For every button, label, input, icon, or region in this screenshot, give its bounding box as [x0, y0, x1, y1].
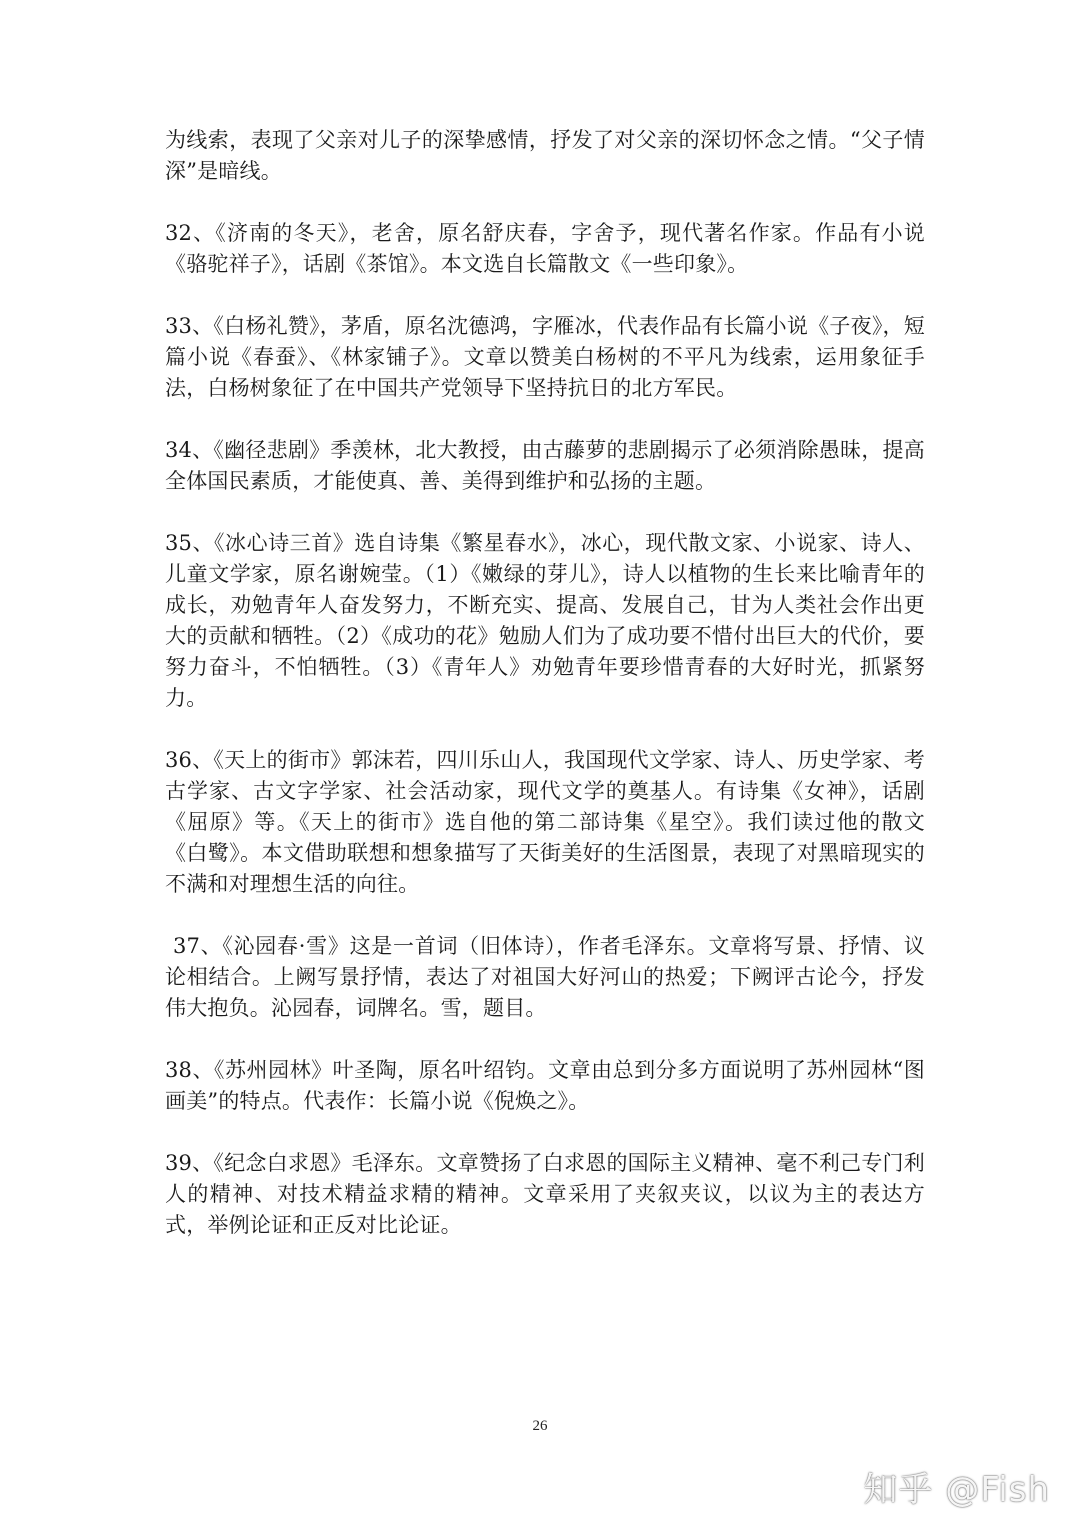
paragraph-36: 36、《天上的街市》郭沫若，四川乐山人，我国现代文学家、诗人、历史学家、考古学家、古文字学家、社会活动家，现代文学的奠基人。有诗集《女神》，话剧《屈原》等。《天上的街市》选自他的第二部诗集《星空》。我们读过他的散文《白鹭》。本文借助联想和想象描写了天街美好的生活图景，表现了对黑暗现实的不满和对理想生活的向往。 — [165, 748, 925, 896]
paragraph-34: 34、《幽径悲剧》季羡林，北大教授，由古藤萝的悲剧揭示了必须消除愚昧，提高全体国民素质，才能使真、善、美得到维护和弘扬的主题。 — [165, 438, 925, 493]
page-number: 26 — [532, 1418, 548, 1434]
document-body — [165, 125, 925, 1272]
paragraph-continuation: 为线索，表现了父亲对儿子的深挚感情，抒发了对父亲的深切怀念之情。“父子情深”是暗线。 — [165, 128, 925, 183]
paragraph-32: 32、《济南的冬天》，老舍，原名舒庆春，字舍予，现代著名作家。作品有小说《骆驼祥子》，话剧《茶馆》。本文选自长篇散文《一些印象》。 — [165, 221, 925, 276]
paragraph-39: 39、《纪念白求恩》毛泽东。文章赞扬了白求恩的国际主义精神、毫不利己专门利人的精神、对技术精益求精的精神。文章采用了夹叙夹议，以议为主的表达方式，举例论证和正反对比论证。 — [165, 1151, 925, 1237]
paragraph-38: 38、《苏州园林》叶圣陶，原名叶绍钧。文章由总到分多方面说明了苏州园林“图画美”的特点。代表作：长篇小说《倪焕之》。 — [165, 1058, 925, 1113]
paragraph-33: 33、《白杨礼赞》，茅盾，原名沈德鸿，字雁冰，代表作品有长篇小说《子夜》，短篇小说《春蚕》、《林家铺子》。文章以赞美白杨树的不平凡为线索，运用象征手法，白杨树象征了在中国共产党领导下坚持抗日的北方军民。 — [165, 314, 925, 400]
paragraph-35: 35、《冰心诗三首》选自诗集《繁星春水》，冰心，现代散文家、小说家、诗人、儿童文学家，原名谢婉莹。（1）《嫩绿的芽儿》，诗人以植物的生长来比喻青年的成长，劝勉青年人奋发努力，不断充实、提高、发展自己，甘为人类社会作出更大的贡献和牺牲。（2）《成功的花》勉励人们为了成功要不惜付出巨大的代价，要努力奋斗，不怕牺牲。（3）《青年人》劝勉青年要珍惜青春的大好时光，抓紧努力。 — [165, 531, 925, 710]
paragraph-37: 37、《沁园春·雪》这是一首词（旧体诗），作者毛泽东。文章将写景、抒情、议论相结合。上阙写景抒情，表达了对祖国大好河山的热爱；下阙评古论今，抒发伟大抱负。沁园春，词牌名。雪，题目。 — [165, 934, 925, 1020]
watermark: 知乎 @Fish — [863, 1470, 1050, 1510]
